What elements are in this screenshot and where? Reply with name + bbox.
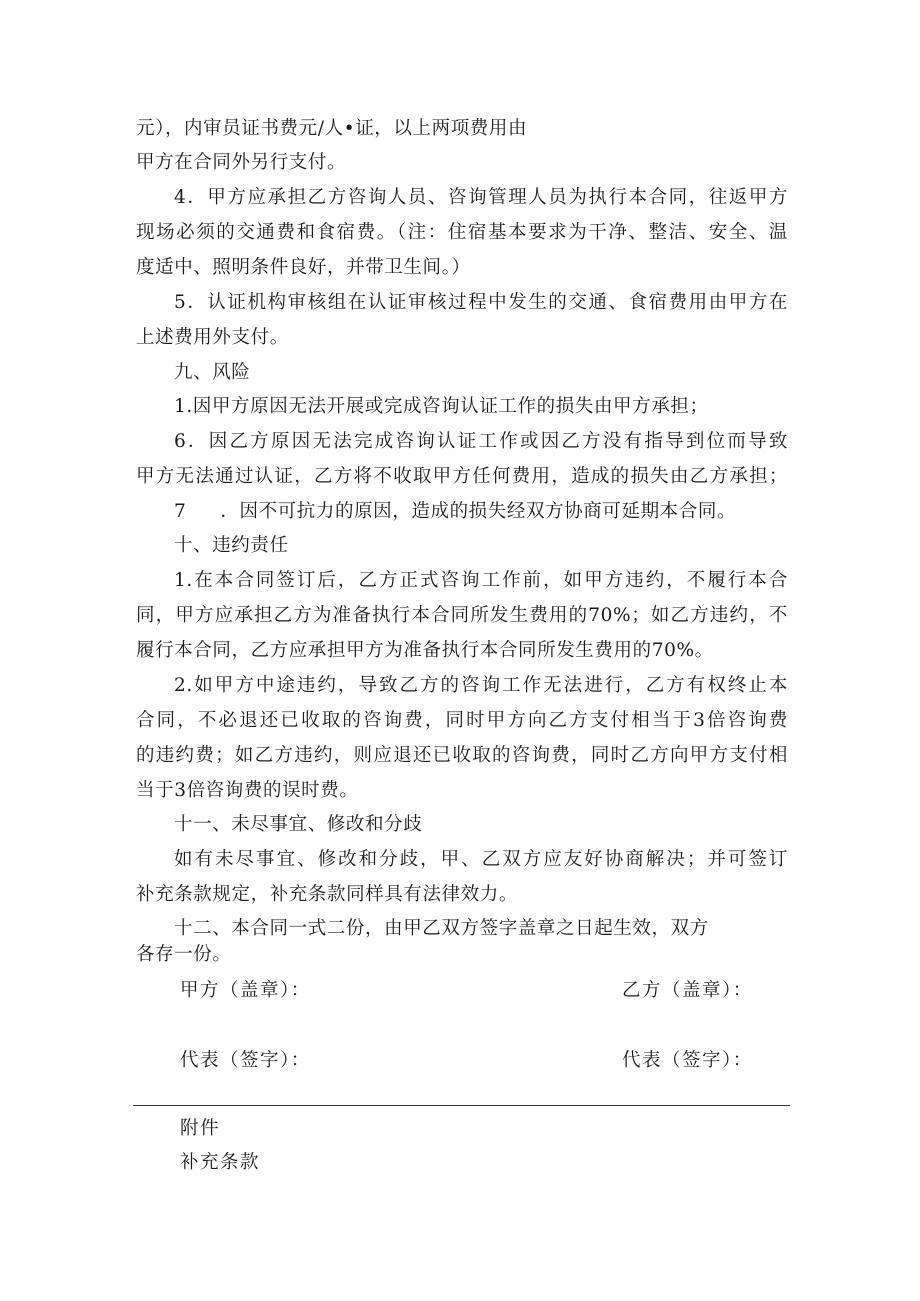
party-b-seal-label: 乙方（盖章）： xyxy=(622,980,753,1001)
text-line: 甲方在合同外另行支付。 xyxy=(136,152,347,173)
risk-clause-1: 1.因甲方原因无法开展或完成咨询认证工作的损失由甲方承担； xyxy=(174,396,709,417)
clause-5-line: 5．认证机构审核组在认证审核过程中发生的交通、食宿费用由甲方在 xyxy=(174,292,788,313)
party-a-seal-label: 甲方（盖章）： xyxy=(180,980,311,1001)
text-line: 现场必须的交通费和食宿费。（注：住宿基本要求为干净、整洁、安全、温 xyxy=(136,222,788,243)
section-heading-misc: 十一、未尽事宜、修改和分歧 xyxy=(174,814,423,835)
text-line: 补充条款规定，补充条款同样具有法律效力。 xyxy=(136,884,519,905)
breach-clause-2: 2.如甲方中途违约，导致乙方的咨询工作无法进行，乙方有权终止本 xyxy=(174,675,788,696)
text-line: 履行本合同，乙方应承担甲方为准备执行本合同所发生费用的70%。 xyxy=(136,640,714,661)
text-line: 元），内审员证书费元/人•证，以上两项费用由 xyxy=(136,118,528,139)
misc-clause: 如有未尽事宜、修改和分歧，甲、乙双方应友好协商解决；并可签订 xyxy=(174,849,788,870)
text-line: 合同，不必退还已收取的咨询费，同时甲方向乙方支付相当于3倍咨询费 xyxy=(136,710,788,731)
clause-number: 7 xyxy=(174,501,187,522)
risk-clause-6: 6．因乙方原因无法完成咨询认证工作或因乙方没有指导到位而导致 xyxy=(174,431,788,452)
appendix-title: 附件 xyxy=(180,1118,221,1139)
text-line: 甲方无法通过认证，乙方将不收取甲方任何费用，造成的损失由乙方承担； xyxy=(136,466,788,487)
section-heading-breach: 十、违约责任 xyxy=(174,535,289,556)
party-b-rep-label: 代表（签字）： xyxy=(622,1050,753,1071)
text-line: 上述费用外支付。 xyxy=(136,327,289,348)
text-line: 各存一份。 xyxy=(136,944,232,965)
clause-4-line: 4．甲方应承担乙方咨询人员、咨询管理人员为执行本合同，往返甲方 xyxy=(174,187,788,208)
clause-text: ．因不可抗力的原因，造成的损失经双方协商可延期本合同。 xyxy=(220,501,737,522)
divider-line xyxy=(133,1105,790,1106)
appendix-item: 补充条款 xyxy=(180,1152,261,1173)
breach-clause-1: 1.在本合同签订后，乙方正式咨询工作前，如甲方违约，不履行本合 xyxy=(174,570,788,591)
text-line: 当于3倍咨询费的误时费。 xyxy=(136,780,359,801)
section-heading-risk: 九、风险 xyxy=(174,362,251,383)
text-line: 同，甲方应承担乙方为准备执行本合同所发生费用的70%；如乙方违约，不 xyxy=(136,605,788,626)
risk-clause-7 xyxy=(174,500,788,524)
party-a-rep-label: 代表（签字）： xyxy=(180,1050,311,1071)
section-heading-copies: 十二、本合同一式二份，由甲乙双方签字盖章之日起生效，双方 xyxy=(174,918,709,939)
text-line: 的违约费；如乙方违约，则应退还已收取的咨询费，同时乙方向甲方支付相 xyxy=(136,745,788,766)
text-line: 度适中、照明条件良好，并带卫生间。） xyxy=(136,257,471,278)
